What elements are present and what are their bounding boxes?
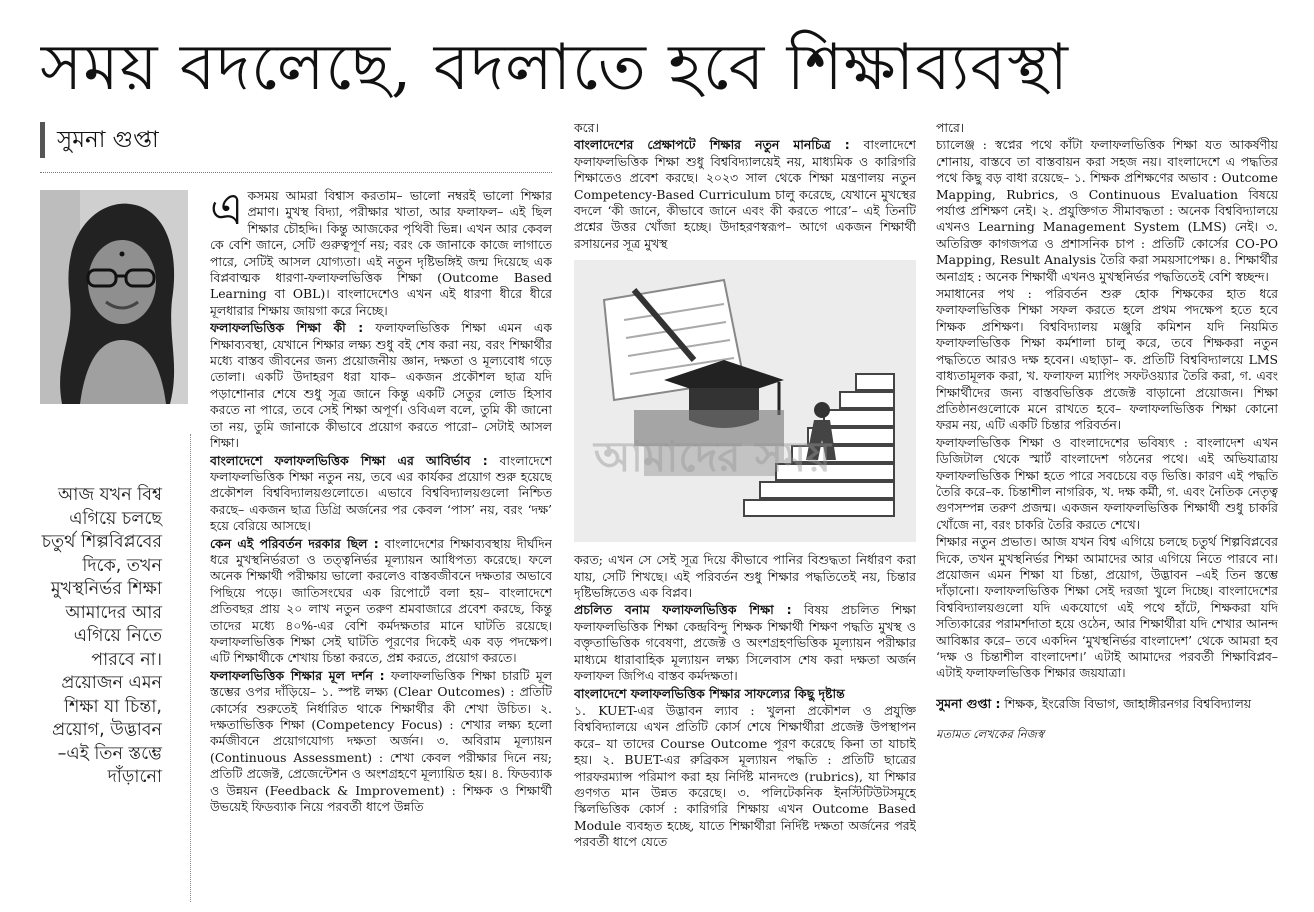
continuation-text: করে। — [574, 120, 599, 135]
article-column-2 — [574, 120, 916, 906]
headline: সময় বদলেছে, বদলাতে হবে শিক্ষাব্যবস্থা — [40, 31, 1069, 105]
author-photo — [40, 190, 188, 404]
section-heading: কেন এই পরিবর্তন দরকার ছিল : — [210, 535, 379, 551]
byline: সুমনা গুপ্তা — [40, 122, 207, 158]
drop-cap: এ — [210, 188, 244, 235]
section-heading: বাংলাদেশে ফলাফলভিত্তিক শিক্ষা এর আবির্ভাব : — [210, 452, 488, 468]
section-philosophy: ফলাফলভিত্তিক শিক্ষার মূল দর্শন : ফলাফলভিত্তিক শিক্ষা চারটি মূল স্তম্ভের ওপর দাঁড়িয়ে– ১. স্পষ্ট লক্ষ্য (Clear Outcomes) : প্রতিটি কোর্সের শুরুতেই নির্ধারিত থাকে শিক্ষার্থীর কী শেখা উচিত। ২. দক্ষতাভিত্তিক শিক্ষা (Competency Focus) : শেখার লক্ষ্য হলো কর্মজীবনে প্রয়োগযোগ্য দক্ষতা অর্জন। ৩. অবিরাম মূল্যায়ন (Continuous Assessment) : শেখা কেবল পরীক্ষার দিনে নয়; প্রতিটি প্রজেক্ট, প্রেজেন্টেশন ও অংশগ্রহণে মূল্যায়িত হয়। ৪. ফিডব্যাক ও উন্নয়ন (Feedback & Improvement) : শিক্ষক ও শিক্ষার্থী উভয়েই ফিডব্যাক নিয়ে পরবর্তী ধাপে উন্নতি — [210, 667, 552, 815]
section-why-change: কেন এই পরিবর্তন দরকার ছিল : বাংলাদেশের শিক্ষাব্যবস্থায় দীর্ঘদিন ধরে মুখস্থনির্ভরতা ও তত্ত্বনির্ভর মূল্যায়ন আধিপত্য করেছে। ফলে অনেক শিক্ষার্থী পরীক্ষায় ভালো করলেও বাস্তবজীবনে দক্ষতার অভাবে পিছিয়ে পড়ে। জাতিসংঘের এক রিপোর্টে বলা হয়– বাংলাদেশে প্রতিবছর প্রায় ২০ লাখ নতুন তরুণ শ্রমবাজারে প্রবেশ করছে, কিন্তু তাদের মধ্যে ৪০%-এর বেশি কর্মদক্ষতার মানে ঘাটতি রয়েছে। ফলাফলভিত্তিক শিক্ষা সেই ঘাটতি পূরণের দিকেই এক বড় পদক্ষেপ। এটি শিক্ষার্থীকে শেখায় চিন্তা করতে, প্রশ্ন করতে, প্রয়োগ করতে। — [210, 535, 552, 666]
section-future: ফলাফলভিত্তিক শিক্ষা ও বাংলাদেশের ভবিষ্যৎ : বাংলাদেশ এখন ডিজিটাল থেকে স্মার্ট বাংলাদেশ গঠনের পথে। এই অভিযাত্রায় ফলাফলভিত্তিক শিক্ষা হতে পারে সবচেয়ে বড় ভিত্তি। কারণ এই পদ্ধতি তৈরি করে–ক. চিন্তাশীল নাগরিক, খ. দক্ষ কর্মী, গ. এবং নৈতিক নেতৃত্ব গুণসম্পন্ন তরুণ প্রজন্ম। একজন ফলাফলভিত্তিক শিক্ষার্থী শুধু চাকরি খোঁজে না, বরং চাকরি তৈরি করতে শেখে। — [936, 434, 1278, 532]
section-solutions: সমাধানের পথ : পরিবর্তন শুরু হোক শিক্ষকের হাত ধরে ফলাফলভিত্তিক শিক্ষা সফল করতে হলে প্রথম পদক্ষেপ হতে হবে শিক্ষক প্রশিক্ষণ। বিশ্ববিদ্যালয় মঞ্জুরি কমিশন যদি নিয়মিত ফলাফলভিত্তিক শিক্ষা কর্মশালা চালু করে, তবে শিক্ষকরা নতুন পদ্ধতিতে আরও দক্ষ হবেন। এছাড়া– ক. প্রতিটি বিশ্ববিদ্যালয়ে LMS বাধ্যতামূলক করা, খ. ফলাফল ম্যাপিং সফটওয়্যার তৈরি করা, গ. এবং শিক্ষার্থীদের জন্য বাস্তবভিত্তিক প্রজেক্ট বাড়ানো প্রয়োজন। শিক্ষা প্রতিষ্ঠানগুলোকে মনে রাখতে হবে– ফলাফলভিত্তিক শিক্ষা কোনো ফরম নয়, এটি একটি চিন্তার পরিবর্তন। — [936, 286, 1278, 433]
section-heading: ফলাফলভিত্তিক শিক্ষার মূল দর্শন : — [210, 667, 385, 683]
continuation-text: পারে। — [936, 120, 965, 135]
article-column-1 — [210, 188, 552, 906]
after-figure-text: করত; এখন সে সেই সূত্র দিয়ে কীভাবে পানির বিশুদ্ধতা নির্ধারণ করা যায়, সেটি শিখছে। এই পরিবর্তন শুধু শিক্ষার পদ্ধতিতেই নয়, চিন্তার দৃষ্টিভঙ্গিতেও এক বিপ্লব। — [574, 552, 916, 601]
section-success-heading — [574, 686, 916, 702]
pull-quote-divider — [190, 434, 191, 902]
section-heading: বাংলাদেশে ফলাফলভিত্তিক শিক্ষার সাফল্যের কিছু দৃষ্টান্ত — [574, 685, 845, 701]
section-new-map: বাংলাদেশের প্রেক্ষাপটে শিক্ষার নতুন মানচিত্র : বাংলাদেশে ফলাফলভিত্তিক শিক্ষা শুধু বিশ্ববিদ্যালয়েই নয়, মাধ্যমিক ও কারিগরি শিক্ষাতেও প্রবেশ করছে। ২০২৩ সাল থেকে শিক্ষা মন্ত্রণালয় নতুন Competency-Based Curriculum চালু করেছে, যেখানে মুখস্থের বদলে ‘কী জানে, কীভাবে জানে এবং কী করতে পারে’– এই তিনটি প্রশ্নের উত্তর খোঁজা হচ্ছে। উদাহরণস্বরূপ– আগে একজন শিক্ষার্থী রসায়নের সূত্র মুখস্থ — [574, 137, 916, 251]
newspaper-watermark: আমাদের সময় — [594, 432, 831, 481]
section-emergence: বাংলাদেশে ফলাফলভিত্তিক শিক্ষা এর আবির্ভাব : বাংলাদেশে ফলাফলভিত্তিক শিক্ষা নতুন নয়, তবে এর কার্যকর প্রয়োগ শুরু হয়েছে প্রকৌশল বিশ্ববিদ্যালয়গুলোতে। এভাবে বিশ্ববিদ্যালয়গুলো নিশ্চিত করছে– একজন ছাত্র ডিগ্রি অর্জনের পর কেবল ‘পাস’ নয়, বরং ‘দক্ষ’ হয়ে বেরিয়ে আসছে। — [210, 452, 552, 534]
author-bio: সুমনা গুপ্তা : শিক্ষক, ইংরেজি বিভাগ, জাহাঙ্গীরনগর বিশ্ববিদ্যালয় — [936, 695, 1252, 711]
article-illustration — [574, 260, 916, 542]
opinion-disclaimer: মতামত লেখকের নিজস্ব — [936, 727, 1044, 742]
pull-quote: আজ যখন বিশ্ব এগিয়ে চলছে চতুর্থ শিল্পবিপ্লবের দিকে, তখন মুখস্থনির্ভর শিক্ষা আমাদের আর এগিয়ে নিতে পারবে না। প্রয়োজন এমন শিক্ষা যা চিন্তা, প্রয়োগ, উদ্ভাবন –এই তিন স্তম্ভে দাঁড়ানো — [41, 485, 162, 787]
graduation-stairs-illustration-icon — [574, 260, 916, 542]
author-portrait-icon — [40, 190, 188, 404]
section-heading: ফলাফলভিত্তিক শিক্ষা কী : — [210, 320, 364, 336]
section-heading: চ্যালেঞ্জ : — [936, 137, 987, 153]
bio-name: সুমনা গুপ্তা : — [936, 695, 1001, 711]
intro-paragraph: একসময় আমরা বিশ্বাস করতাম– ভালো নম্বরই ভালো শিক্ষার প্রমাণ। মুখস্থ বিদ্যা, পরীক্ষার খাতা, আর ফলাফল– এই ছিল শিক্ষার চৌহদ্দি। কিন্তু আজকের পৃথিবী ভিন্ন। এখন আর কেবল কে বেশি জানে, সেটি গুরুত্বপূর্ণ নয়; বরং কে জানাকে কাজে লাগাতে পারে, সেটিই আসল যোগ্যতা। এই নতুন দৃষ্টিভঙ্গিই জন্ম দিয়েছে এক বিপ্লবাত্মক ধারণা-ফলাফলভিত্তিক শিক্ষা (Outcome Based Learning বা OBL)। বাংলাদেশেও এখন এই ধারণা ধীরে ধীরে মূলধারার শিক্ষায় জায়গা করে নিচ্ছে। — [210, 188, 552, 318]
section-heading: প্রচলিত বনাম ফলাফলভিত্তিক শিক্ষা : — [574, 602, 792, 618]
section-what-is-obl: ফলাফলভিত্তিক শিক্ষা কী : ফলাফলভিত্তিক শিক্ষা এমন এক শিক্ষাব্যবস্থা, যেখানে শিক্ষার লক্ষ্য শুধু বই শেষ করা নয়, বরং শিক্ষার্থীর মধ্যে বাস্তব জীবনের জন্য প্রয়োজনীয় জ্ঞান, দক্ষতা ও মূল্যবোধ গড়ে তোলা। একটি উদাহরণ ধরা যাক– একজন প্রকৌশল ছাত্র যদি পড়াশোনার শেষে শুধু সূত্র জানে কিন্তু একটি সেতুর লোড হিসাব করতে না পারে, তবে সেই শিক্ষা অপূর্ণ। ওবিএল বলে, তুমি কী জানো তা নয়, তুমি জানাকে কীভাবে প্রয়োগ করতে পারো– সেটাই আসল শিক্ষা। — [210, 320, 552, 451]
section-heading: বাংলাদেশের প্রেক্ষাপটে শিক্ষার নতুন মানচিত্র : — [574, 137, 850, 153]
section-challenges: চ্যালেঞ্জ : স্বপ্নের পথে কাঁটা ফলাফলভিত্তিক শিক্ষা যত আকর্ষণীয় শোনায়, বাস্তবে তা বাস্তবায়ন করা সহজ নয়। বাংলাদেশে এ পদ্ধতির পথে কিছু বড় বাধা রয়েছে– ১. শিক্ষক প্রশিক্ষণের অভাব : Outcome Mapping, Rubrics, ও Continuous Evaluation বিষয়ে পর্যাপ্ত প্রশিক্ষণ নেই। ২. প্রযুক্তিগত সীমাবদ্ধতা : অনেক বিশ্ববিদ্যালয়ে এখনও Learning Management System (LMS) নেই। ৩. অতিরিক্ত কাগজপত্র ও প্রশাসনিক চাপ : প্রতিটি কোর্সের CO-PO Mapping, Result Analysis তৈরি করা সময়সাপেক্ষ। ৪. শিক্ষার্থীর অনাগ্রহ : অনেক শিক্ষার্থী এখনও মুখস্থনির্ভর পদ্ধতিতেই বেশি স্বচ্ছন্দ। — [936, 137, 1278, 284]
section-new-dawn: শিক্ষার নতুন প্রভাত। আজ যখন বিশ্ব এগিয়ে চলছে চতুর্থ শিল্পবিপ্লবের দিকে, তখন মুখস্থনির্ভর শিক্ষা আমাদের আর এগিয়ে নিতে পারবে না। প্রয়োজন এমন শিক্ষা যা চিন্তা, প্রয়োগ, উদ্ভাবন –এই তিন স্তম্ভে দাঁড়ানো। ফলাফলভিত্তিক শিক্ষা সেই দরজা খুলে দিচ্ছে। বাংলাদেশের বিশ্ববিদ্যালয়গুলো যদি একযোগে এই পথে হাঁটে, শিক্ষকরা যদি সত্যিকারের পরামর্শদাতা হয়ে ওঠেন, আর শিক্ষার্থীরা যদি শেখার আনন্দ আবিষ্কার করে– তবে একদিন ‘মুখস্থনির্ভর বাংলাদেশ’ থেকে আমরা হব ‘দক্ষ ও চিন্তাশীল বাংলাদেশ।’ এটাই আমাদের পরবর্তী শিক্ষাবিপ্লব– এটাই ফলাফলভিত্তিক শিক্ষার জয়যাত্রা। — [936, 534, 1278, 681]
section-success-body: ১. KUET-এর উদ্ভাবন ল্যাব : খুলনা প্রকৌশল ও প্রযুক্তি বিশ্ববিদ্যালয়ে এখন প্রতিটি কোর্স শেষে শিক্ষার্থীরা প্রজেক্ট উপস্থাপন করে– যা তাদের Course Outcome পূরণ করেছে কিনা তা যাচাই হয়। ২. BUET-এর রুব্রিকস মূল্যায়ন পদ্ধতি : প্রতিটি ছাত্রের পারফরম্যান্স পরিমাপ করা হয় নির্দিষ্ট মানদণ্ডে (rubrics), যা শিক্ষার গুণগত মান উন্নত করেছে। ৩. পলিটেকনিক ইনস্টিটিউটসমূহে স্কিলভিত্তিক কোর্স : কারিগরি শিক্ষায় এখন Outcome Based Module ব্যবহৃত হচ্ছে, যাতে শিক্ষার্থীরা নির্দিষ্ট দক্ষতা অর্জনের পরই পরবর্তী ধাপে যেতে — [574, 702, 916, 850]
byline-rule — [40, 172, 552, 173]
section-traditional-vs-obl: প্রচলিত বনাম ফলাফলভিত্তিক শিক্ষা : বিষয় প্রচলিত শিক্ষা ফলাফলভিত্তিক শিক্ষা কেন্দ্রবিন্দু শিক্ষক শিক্ষার্থী শিক্ষণ পদ্ধতি মুখস্থ ও বক্তৃতাভিত্তিক গবেষণা, প্রজেক্ট ও অংশগ্রহণভিত্তিক মূল্যায়ন পরীক্ষার মাধ্যমে ধারাবাহিক মূল্যায়ন লক্ষ্য সিলেবাস শেষ করা দক্ষতা অর্জন ফলাফল জিপিএ বাস্তব কর্মদক্ষতা। — [574, 602, 916, 684]
article-column-3 — [936, 120, 1278, 906]
